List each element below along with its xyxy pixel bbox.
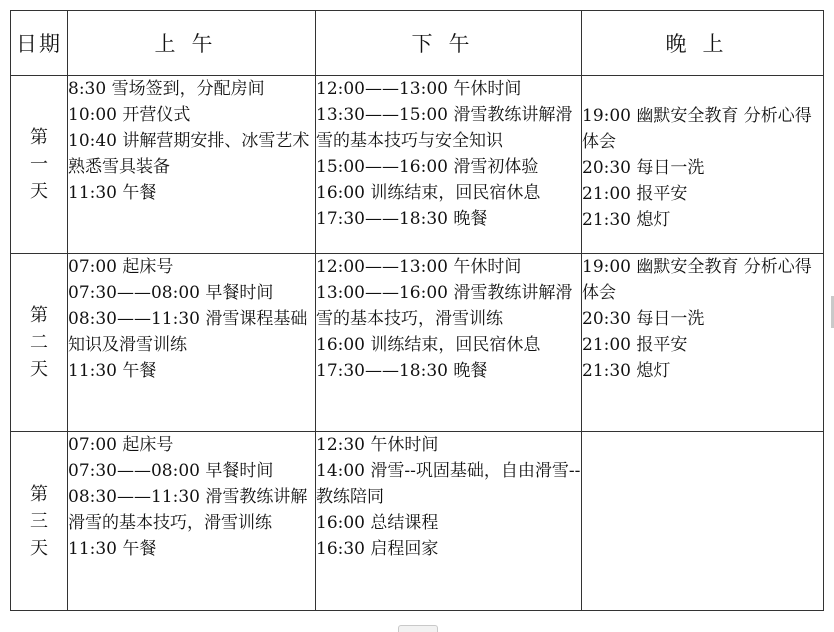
header-row [11,11,824,76]
activity-item: 19:00 幽默安全教育 分析心得体会 [582,257,812,303]
activity-item: 11:30 午餐 [68,539,157,559]
activity-item: 15:00——16:00 滑雪初体验 [316,157,539,177]
activity-item: 13:00——16:00 滑雪教练讲解滑雪的基本技巧，滑雪训练 [316,283,573,329]
activity-item: 13:30——15:00 滑雪教练讲解滑雪的基本技巧与安全知识 [316,105,573,151]
activity-item: 07:00 起床号 [68,257,174,277]
schedule-table [10,10,824,611]
activity-item: 14:00 滑雪--巩固基础，自由滑雪--教练陪同 [316,461,581,507]
activity-item: 20:30 每日一洗 [582,158,705,178]
morning-cell [68,254,316,432]
activity-item: 21:00 报平安 [582,184,688,204]
activity-item: 12:30 午休时间 [316,435,439,455]
activity-item: 21:30 熄灯 [582,210,671,230]
activity-item: 11:30 午餐 [68,361,157,381]
activity-item: 8:30 雪场签到，分配房间 [68,79,265,99]
activity-item: 19:00 幽默安全教育 分析心得体会 [582,106,812,152]
day-label: 第三天 [30,483,48,559]
evening-cell [582,254,824,432]
day-label-cell [11,76,68,254]
header-date: 日期 [11,11,68,76]
day-row-3 [11,432,824,611]
activity-item: 08:30——11:30 滑雪课程基础知识及滑雪训练 [68,309,308,355]
activity-item: 10:40 讲解营期安排、冰雪艺术 熟悉雪具装备 [68,131,310,177]
activity-item: 12:00——13:00 午休时间 [316,257,522,277]
activity-item: 16:00 训练结束，回民宿休息 [316,335,541,355]
day-label-cell [11,254,68,432]
afternoon-cell [316,432,582,611]
evening-cell [582,432,824,611]
evening-cell [582,76,824,254]
activity-item: 08:30——11:30 滑雪教练讲解滑雪的基本技巧，滑雪训练 [68,487,308,533]
activity-item: 17:30——18:30 晚餐 [316,209,488,229]
activity-item: 11:30 午餐 [68,183,157,203]
activity-item: 16:00 总结课程 [316,513,439,533]
activity-item: 07:00 起床号 [68,435,174,455]
header-evening: 晚上 [582,11,824,76]
activity-item: 20:30 每日一洗 [582,309,705,329]
activity-item: 17:30——18:30 晚餐 [316,361,488,381]
day-label-cell [11,432,68,611]
day-label: 第二天 [30,305,48,380]
activity-item: 07:30——08:00 早餐时间 [68,283,274,303]
morning-cell [68,432,316,611]
header-afternoon: 下午 [316,11,582,76]
activity-item: 07:30——08:00 早餐时间 [68,461,274,481]
day-row-1 [11,76,824,254]
header-morning: 上午 [68,11,316,76]
activity-item: 16:00 训练结束，回民宿休息 [316,183,541,203]
activity-item: 12:00——13:00 午休时间 [316,79,522,99]
day-row-2 [11,254,824,432]
afternoon-cell [316,76,582,254]
afternoon-cell [316,254,582,432]
activity-item: 16:30 启程回家 [316,539,439,559]
bottom-tab-handle[interactable] [398,625,438,632]
activity-item: 10:00 开营仪式 [68,105,191,125]
morning-cell [68,76,316,254]
day-label: 第一天 [30,127,48,202]
activity-item: 21:00 报平安 [582,335,688,355]
activity-item: 21:30 熄灯 [582,361,671,381]
